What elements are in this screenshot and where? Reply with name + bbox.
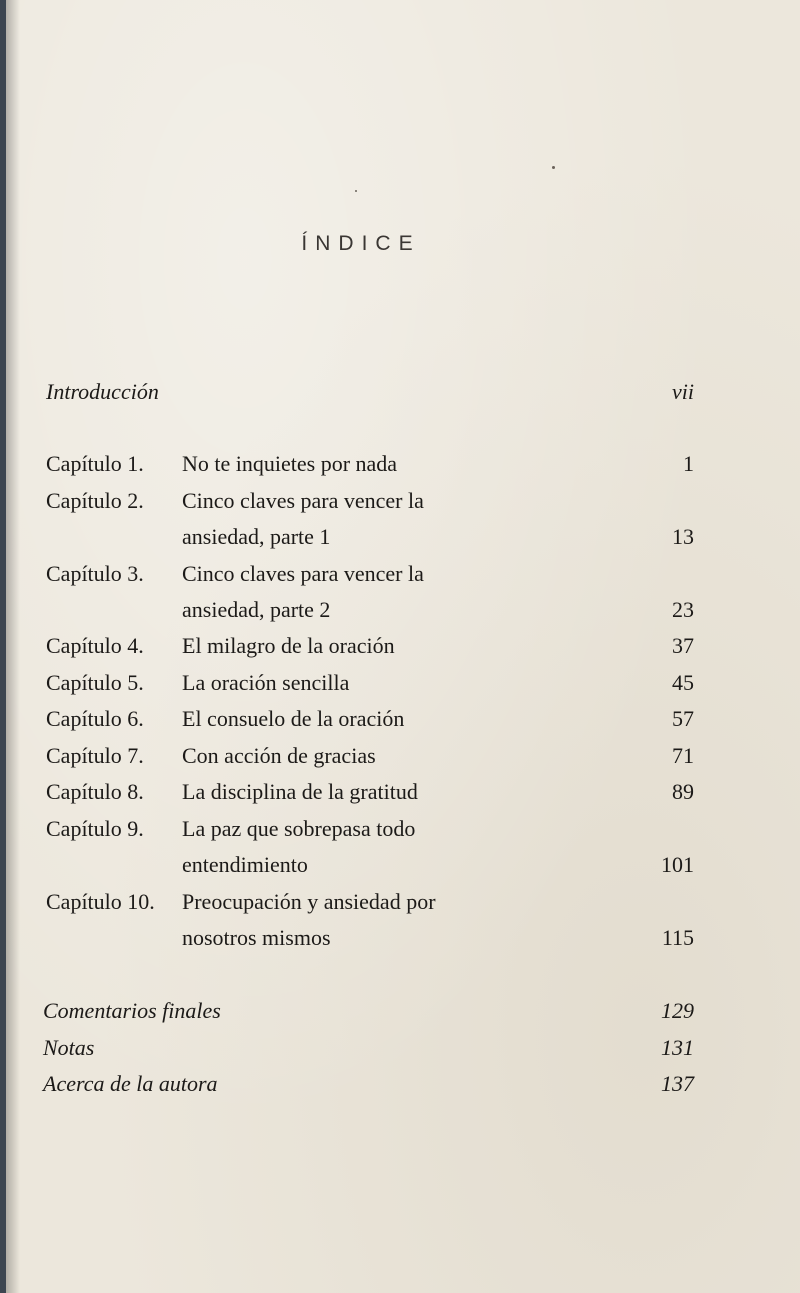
page-edge-shadow: [6, 0, 20, 1293]
toc-entry-final-comments: [6, 993, 800, 1029]
toc-entry-notes: [6, 1030, 800, 1066]
chapter-page: 1: [683, 451, 694, 476]
chapter-page: 23: [672, 597, 694, 622]
toc-chapter-4: [6, 628, 800, 664]
toc-chapter-9-continued: [6, 847, 800, 883]
chapter-page: 37: [672, 633, 694, 658]
chapter-page: 89: [672, 779, 694, 804]
chapter-page: 13: [672, 524, 694, 549]
toc-entry-page: 131: [661, 1035, 694, 1060]
chapter-title-continued: entendimiento: [182, 852, 308, 877]
toc-chapter-7: [6, 738, 800, 774]
chapter-label: Capítulo 6.: [46, 706, 144, 731]
chapter-label: Capítulo 7.: [46, 743, 144, 768]
toc-entry-about-author: [6, 1066, 800, 1102]
toc-entry-page: 137: [661, 1071, 694, 1096]
chapter-title: La oración sencilla: [182, 670, 350, 695]
toc-chapter-10: [6, 884, 800, 920]
toc-chapter-9: [6, 811, 800, 847]
chapter-label: Capítulo 1.: [46, 451, 144, 476]
toc-entry-page: vii: [672, 379, 694, 404]
chapter-title: La paz que sobrepasa todo: [182, 816, 416, 841]
toc-chapter-5: [6, 665, 800, 701]
chapter-title-continued: ansiedad, parte 1: [182, 524, 331, 549]
chapter-title: Con acción de gracias: [182, 743, 376, 768]
chapter-title: El consuelo de la oración: [182, 706, 405, 731]
toc-chapter-3-continued: [6, 592, 800, 628]
chapter-label: Capítulo 10.: [46, 889, 155, 914]
toc-chapter-2-continued: [6, 519, 800, 555]
toc-entry-title: Notas: [43, 1035, 95, 1060]
toc-chapter-10-continued: [6, 920, 800, 956]
chapter-title: No te inquietes por nada: [182, 451, 398, 476]
chapter-label: Capítulo 3.: [46, 561, 144, 586]
chapter-page: 71: [672, 743, 694, 768]
toc-chapter-2: [6, 483, 800, 519]
toc-entry-page: 129: [661, 998, 694, 1023]
toc-chapter-1: [6, 446, 800, 482]
chapter-title: Cinco claves para vencer la: [182, 561, 424, 586]
chapter-title: La disciplina de la gratitud: [182, 779, 418, 804]
toc-entry-title: Acerca de la autora: [43, 1071, 218, 1096]
chapter-page: 45: [672, 670, 694, 695]
toc-chapter-6: [6, 701, 800, 737]
chapter-page: 101: [661, 852, 694, 877]
chapter-title: Cinco claves para vencer la: [182, 488, 424, 513]
page-title: ÍNDICE: [301, 232, 421, 255]
chapter-label: Capítulo 9.: [46, 816, 144, 841]
chapter-page: 115: [661, 925, 694, 950]
toc-chapter-3: [6, 556, 800, 592]
chapter-label: Capítulo 4.: [46, 633, 144, 658]
chapter-title: El milagro de la oración: [182, 633, 395, 658]
toc-entry-title: Comentarios finales: [43, 998, 221, 1023]
paper-speck: [552, 166, 555, 169]
toc-chapter-8: [6, 774, 800, 810]
chapter-title-continued: ansiedad, parte 2: [182, 597, 331, 622]
chapter-label: Capítulo 2.: [46, 488, 144, 513]
paper-speck: [355, 190, 357, 192]
chapter-label: Capítulo 5.: [46, 670, 144, 695]
chapter-page: 57: [672, 706, 694, 731]
chapter-label: Capítulo 8.: [46, 779, 144, 804]
toc-entry-introduction: [6, 374, 800, 410]
chapter-title-continued: nosotros mismos: [182, 925, 331, 950]
book-page: [6, 0, 800, 1293]
chapter-title: Preocupación y ansiedad por: [182, 889, 436, 914]
toc-entry-title: Introducción: [46, 379, 159, 404]
